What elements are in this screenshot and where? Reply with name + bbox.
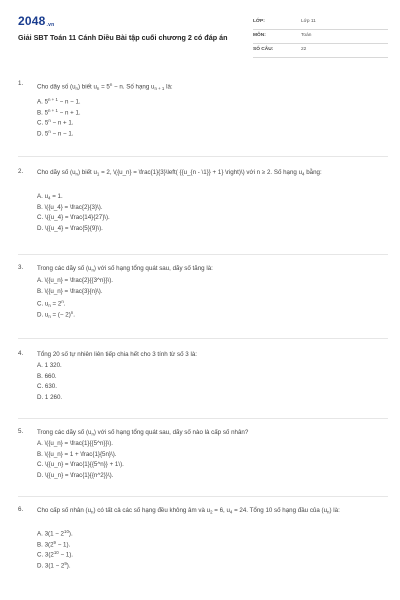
meta-row-class: [253, 16, 388, 30]
option-b[interactable]: B. \({u_n} = \frac{3}{n}\).: [37, 287, 103, 295]
site-logo[interactable]: [18, 14, 54, 28]
options-list: [37, 439, 124, 481]
logo-suffix: .vn: [46, 22, 55, 28]
option-d[interactable]: D. $u_n$ = (− 2)$^n$.: [37, 309, 75, 319]
option-d[interactable]: D. $3(1 - 2^9)$.: [37, 560, 71, 569]
question-number: 6.: [18, 506, 24, 513]
question-number: 2.: [18, 168, 24, 175]
meta-value: 22: [301, 47, 307, 52]
question-stem: Cho cấp số nhân $(u_n)$ có tất cả các số hạng đều không âm và $u_2 = 6$, $u_4 = 24$. Tổng 10 số hạng đầu của $(u_n)$ là:: [37, 507, 340, 515]
question-stem: Trong các dãy số $(u_n)$ với số hạng tổng quát sau, dãy số nào là cấp số nhân?: [37, 429, 249, 437]
question-stem: Cho dãy số $(u_n)$ biết $u_1 = 2$, \({u_n} = \frac{1}{3}\left( {{u_{n - \1}} + 1} \right)\) với n ≥ 2. Số hạng $u_4$ bằng:: [37, 169, 322, 177]
meta-info: [253, 16, 388, 58]
option-d[interactable]: D. $5^n - n - 1$.: [37, 128, 74, 137]
options-list: [37, 361, 62, 403]
option-a[interactable]: A. 1 320.: [37, 362, 62, 369]
option-d[interactable]: D. \({u_n} = \frac{1}{{n^2}}\).: [37, 471, 114, 479]
question-divider: [18, 338, 388, 339]
question-number: 3.: [18, 264, 24, 271]
meta-row-subject: [253, 30, 388, 44]
option-c[interactable]: C. 630.: [37, 383, 57, 390]
option-a[interactable]: A. $3(1 - 2^{10})$.: [37, 529, 73, 538]
meta-label: SỐ CÂU:: [253, 47, 274, 52]
meta-value: Lớp 11: [301, 19, 316, 24]
option-c[interactable]: C. $5^n - n + 1$.: [37, 118, 74, 127]
option-c[interactable]: C. $u_n = 2^n$.: [37, 299, 66, 308]
option-d[interactable]: D. 1 260.: [37, 393, 63, 401]
meta-value: Toán: [301, 33, 312, 38]
option-c[interactable]: C. \({u_n} = \frac{1}{{5^n}} + 1\).: [37, 461, 124, 468]
page-header: [18, 14, 388, 60]
options-list: [37, 95, 81, 137]
question-stem: Cho dãy số $(u_n)$ biết $u_n = 5^n - n$. Số hạng $u_{n + 1}$ là:: [37, 82, 173, 91]
options-list: [37, 192, 110, 234]
option-d[interactable]: D. \({u_4} = \frac{5}{9}\).: [37, 224, 103, 232]
option-c[interactable]: C. \({u_4} = \frac{14}{27}\).: [37, 214, 110, 221]
meta-label: LỚP:: [253, 19, 265, 24]
question-divider: [18, 254, 388, 255]
logo-text: 2048: [18, 14, 46, 28]
question-divider: [18, 418, 388, 419]
options-list: [37, 527, 73, 569]
question-stem: Trong các dãy số $(u_n)$ với số hạng tổng quát sau, dãy số tăng là:: [37, 265, 213, 273]
option-a[interactable]: A. \({u_n} = \frac{1}{{5^n}}\).: [37, 440, 114, 447]
question-number: 4.: [18, 350, 24, 357]
question-number: 1.: [18, 80, 24, 87]
option-b[interactable]: B. $3(2^9 - 1)$.: [37, 539, 71, 548]
option-a[interactable]: A. \({u_n} = \frac{2}{{3^n}}\).: [37, 277, 114, 284]
document-title: Giải SBT Toán 11 Cánh Diều Bài tập cuối chương 2 có đáp án: [18, 33, 228, 42]
option-a[interactable]: A. $u_4 = 1$.: [37, 193, 63, 201]
option-b[interactable]: B. $5^{n + 1} - n + 1$.: [37, 107, 81, 116]
options-list: [37, 276, 113, 318]
meta-row-count: [253, 44, 388, 58]
meta-label: MÔN:: [253, 33, 266, 38]
question-number: 5.: [18, 428, 24, 435]
option-b[interactable]: B. \({u_n} = 1 + \frac{1}{5n}\).: [37, 450, 117, 458]
question-divider: [18, 496, 388, 497]
question-divider: [18, 156, 388, 157]
question-stem: Tổng 20 số tự nhiên liên tiếp chia hết cho 3 tính từ số 3 là:: [37, 351, 197, 358]
option-a[interactable]: A. $5^{n + 1} - n - 1$.: [37, 97, 81, 106]
option-b[interactable]: B. \({u_4} = \frac{2}{3}\).: [37, 203, 103, 211]
option-c[interactable]: C. $3(2^{10} - 1)$.: [37, 550, 74, 559]
option-b[interactable]: B. 660.: [37, 372, 57, 380]
